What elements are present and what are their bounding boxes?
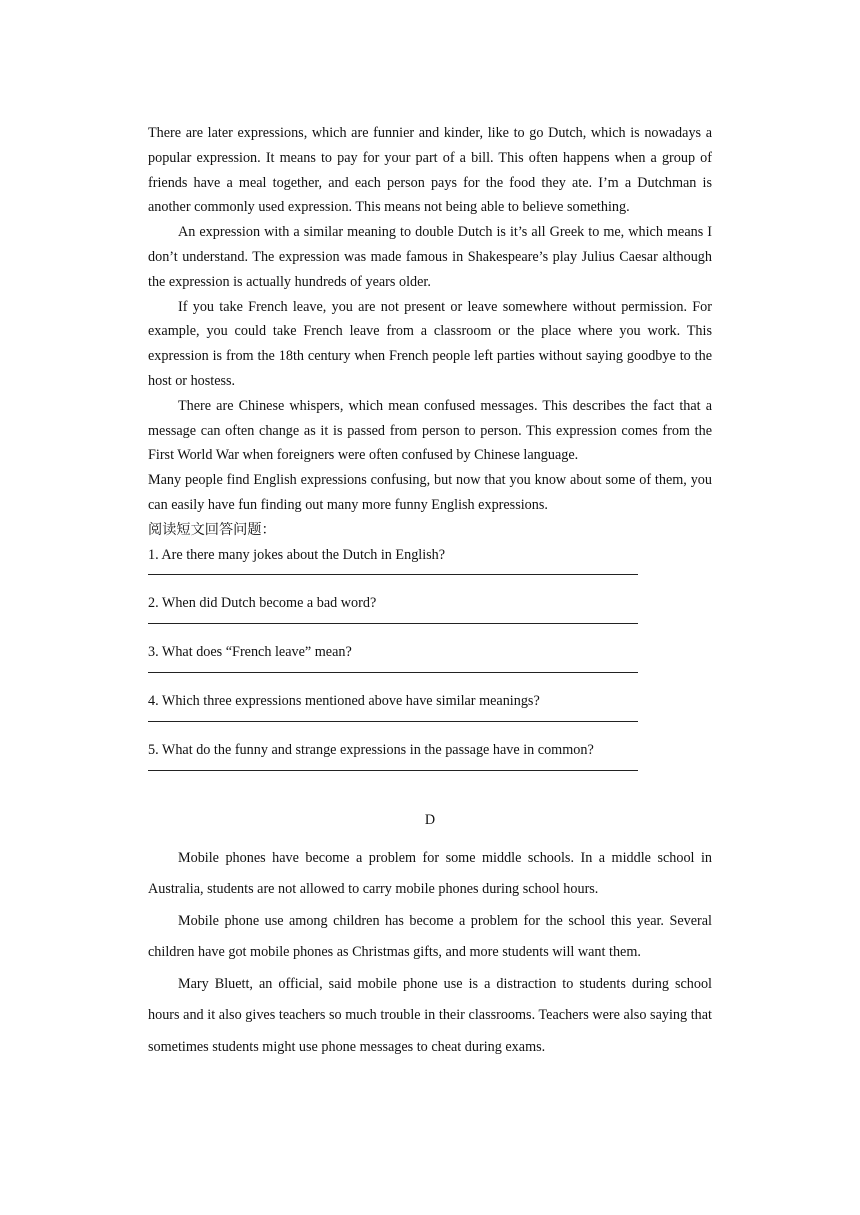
question-list xyxy=(148,543,712,771)
passage-c-paragraph-2: An expression with a similar meaning to double Dutch is it’s all Greek to me, which means I don’t understand. The expression was made famous in Shakespeare’s play Julius Caesar although the expression is actually hundreds of years older. xyxy=(148,224,712,290)
question-prompt: 阅读短文回答问题： xyxy=(148,521,276,538)
passage-d-paragraph-1: Mobile phones have become a problem for some middle schools. In a middle school in Australia, students are not allowed to carry mobile phones during school hours. xyxy=(148,849,712,898)
passage-c-paragraph-4: There are Chinese whispers, which mean confused messages. This describes the fact that a message can often change as it is passed from person to person. This expression comes from the First World War when foreigners were often confused by Chinese language. xyxy=(148,397,712,464)
passage-d-paragraph-2: Mobile phone use among children has become a problem for the school this year. Several children have got mobile phones as Christmas gifts, and more students will want them. xyxy=(148,912,712,961)
section-title: D xyxy=(424,811,436,828)
passage-c-paragraph-1: There are later expressions, which are funnier and kinder, like to go Dutch, which is nowadays a popular expression. It means to pay for your part of a bill. This often happens when a group of friends have a meal together, and each person pays for the food they ate. I’m a Dutchman is another commonly used expression. This means not being able to believe something. xyxy=(148,125,712,216)
answer-line-1[interactable] xyxy=(148,574,638,575)
document-page xyxy=(148,121,712,1063)
answer-line-5[interactable] xyxy=(148,770,638,771)
passage-c xyxy=(148,121,712,518)
passage-c-paragraph-3: If you take French leave, you are not present or leave somewhere without permission. For example, you could take French leave from a classroom or the place where you work. This expression is from the 18th century when French people left parties without saying goodbye to the host or hostess. xyxy=(148,298,712,389)
answer-line-2[interactable] xyxy=(148,623,638,624)
question-2: 2. When did Dutch become a bad word? xyxy=(148,595,377,612)
passage-d-paragraph-3: Mary Bluett, an official, said mobile phone use is a distraction to students during school hours and it also gives teachers so much trouble in their classrooms. Teachers were also saying that sometimes students might use phone messages to cheat during exams. xyxy=(148,975,712,1055)
answer-line-3[interactable] xyxy=(148,672,638,673)
question-5: 5. What do the funny and strange expressions in the passage have in common? xyxy=(148,741,594,758)
question-1: 1. Are there many jokes about the Dutch in English? xyxy=(148,546,446,563)
question-4: 4. Which three expressions mentioned above have similar meanings? xyxy=(148,692,540,709)
answer-line-4[interactable] xyxy=(148,721,638,722)
question-3: 3. What does “French leave” mean? xyxy=(148,644,352,661)
passage-c-paragraph-5: Many people find English expressions confusing, but now that you know about some of them, you can easily have fun finding out many more funny English expressions. xyxy=(148,472,712,513)
passage-d xyxy=(148,843,712,1064)
